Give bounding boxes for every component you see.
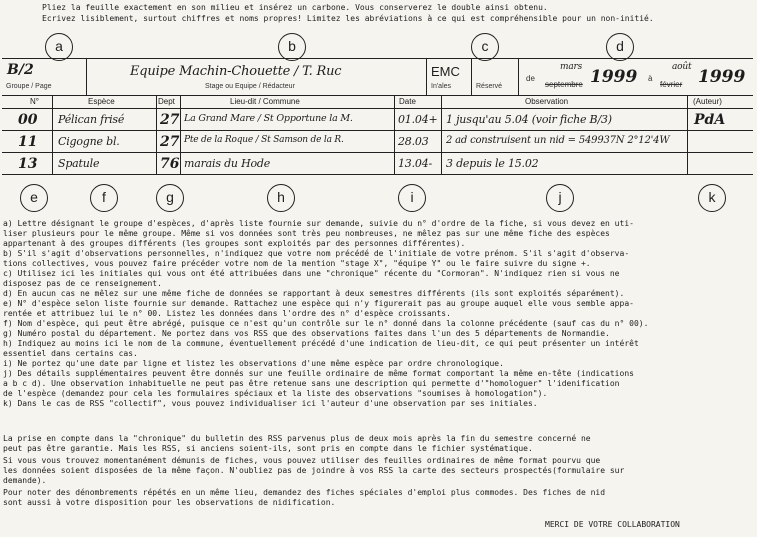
team-value: Equipe Machin-Chouette / T. Ruc (130, 64, 342, 79)
start-month-struck: septembre (545, 80, 583, 89)
top-instruction-1: Pliez la feuille exactement en son milieu et insérez un carbone. Vous conserverez le double ainsi obtenu. (42, 3, 548, 12)
team-label: Stage ou Equipe / Rédacteur (205, 83, 295, 90)
row3-no: 13 (18, 156, 38, 172)
row-rule-2 (2, 152, 753, 153)
row1-no: 00 (18, 112, 38, 128)
instruction-line: i) Ne portez qu'une date par ligne et listez les observations d'une même espèce par ordre chronologique. (3, 359, 504, 368)
row3-date: 13.04- (398, 157, 433, 170)
header-divider-1 (86, 58, 87, 95)
marker-a: a (45, 33, 73, 61)
row2-lieu: Pte de la Roque / St Samson de la R. (184, 135, 344, 145)
col-rule-6 (687, 95, 688, 174)
initials-value: EMC (431, 64, 460, 79)
instruction-line: j) Des détails supplémentaires peuvent être donnés sur une feuille ordinaire de même format comportant la même en-tête (indications (3, 369, 634, 378)
period-de: de (526, 74, 535, 83)
reserve-label: Réservé (476, 83, 503, 90)
header-divider-2 (426, 58, 427, 95)
col-rule-1 (52, 95, 53, 174)
paragraph-line: Pour noter des dénombrements répétés en un même lieu, demandez des fiches spéciales d'emploi plus commodes. Des fiches de nid (3, 488, 606, 497)
marker-i: i (398, 184, 426, 212)
start-year: 1999 (590, 67, 638, 87)
header-divider-3 (471, 58, 472, 95)
row1-espece: Pélican frisé (58, 113, 125, 126)
instruction-line: a) Lettre désignant le groupe d'espèces, d'après liste fournie sur demande, suivie du n° d'ordre de la fiche, si vous devez en uti- (3, 219, 634, 228)
header-divider-4 (518, 58, 519, 95)
marker-c: c (471, 33, 499, 61)
row3-espece: Spatule (58, 157, 100, 170)
marker-d: d (606, 33, 634, 61)
col-header-observation: Observation (525, 97, 569, 106)
row1-observation: 1 jusqu'au 5.04 (voir fiche B/3) (446, 113, 612, 126)
top-instruction-2: Ecrivez lisiblement, surtout chiffres et noms propres! Limitez les abréviations à ce qui est compréhensible pour un non-initié. (42, 14, 654, 23)
instruction-line: rentée et attribuez lui le n° 00. Listez les données dans l'ordre des n° d'espèce croissants. (3, 309, 451, 318)
marker-h: h (267, 184, 295, 212)
row-rule-3 (2, 174, 753, 175)
end-month-struck: février (660, 80, 683, 89)
end-year: 1999 (698, 67, 746, 87)
col-rule-4 (394, 95, 395, 174)
instruction-line: disposez pas de ce renseignement. (3, 279, 162, 288)
row1-date: 01.04+ (398, 113, 438, 126)
marker-k: k (698, 184, 726, 212)
marker-e: e (20, 184, 48, 212)
row2-observation: 2 ad construisent un nid = 549937N 2°12'4W (446, 135, 670, 146)
table-header-rule (2, 108, 753, 109)
closing-paragraphs (3, 434, 753, 508)
marker-f: f (90, 184, 118, 212)
instruction-line: liser plusieurs pour le même groupe. Même si vos données sont très peu nombreuses, ne mêlez pas sur une même fiche des espèces (3, 229, 610, 238)
instruction-line: c) Utilisez ici les initiales qui vous ont été attribuées dans une "chronique" récente du "Cormoran". N'indiquez rien si vous ne (3, 269, 620, 278)
initials-label: In'ales (431, 83, 452, 90)
row1-dept: 27 (160, 112, 180, 128)
end-month: août (672, 62, 692, 72)
instruction-line: g) Numéro postal du département. Ne portez dans vos RSS que des observations faites dans l'un des 5 départements de Normandie. (3, 329, 610, 338)
instruction-line: d) En aucun cas ne mêlez sur une même fiche de données se rapportant à deux semestres différents (ils sont exploités séparément). (3, 289, 625, 298)
marker-g: g (156, 184, 184, 212)
paragraph-line: La prise en compte dans la "chronique" du bulletin des RSS parvenus plus de deux mois après la fin du semestre concerné ne (3, 434, 591, 443)
row3-observation: 3 depuis le 15.02 (446, 157, 539, 170)
instruction-line: e) N° d'espèce selon liste fournie sur demande. Rattachez une espèce qui n'y figurerait pas au groupe auquel elle vous semble appa- (3, 299, 634, 308)
row2-dept: 27 (160, 134, 180, 150)
instruction-line: f) Nom d'espèce, qui peut être abrégé, puisque ce n'est qu'un contrôle sur le n° donné dans la colonne précédente (sauf cas du n° 00). (3, 319, 649, 328)
instruction-line: tions collectives, vous pouvez faire précéder votre nom de la mention "stage X", "équipe Y" ou le faire suivre du signe +. (3, 259, 591, 268)
row1-lieu: La Grand Mare / St Opportune la M. (184, 113, 353, 124)
col-header-lieu: Lieu-dit / Commune (230, 97, 300, 106)
paragraph-line: les données soient disposées de la même façon. N'oubliez pas de joindre à vos RSS la carte des secteurs prospectés(formulaire sur (3, 466, 625, 475)
instruction-line: appartenant à des groupes différents (les groupes sont exploités par des personnes différentes). (3, 239, 466, 248)
col-rule-5 (441, 95, 442, 174)
col-header-dept: Dept (158, 97, 175, 106)
instruction-line: de l'espèce (demandez pour cela les formulaires spéciaux et la liste des observations "soumises à homologation"). (3, 389, 548, 398)
col-header-date: Date (399, 97, 416, 106)
col-rule-2 (156, 95, 157, 174)
row2-espece: Cigogne bl. (58, 135, 120, 148)
group-label: Groupe / Page (6, 83, 52, 90)
paragraph-line: demande). (3, 476, 47, 485)
col-rule-3 (180, 95, 181, 174)
footer-thanks: MERCI DE VOTRE COLLABORATION (545, 520, 680, 529)
instruction-line: k) Dans le cas de RSS "collectif", vous pouvez individualiser ici l'auteur d'une observation par ses initiales. (3, 399, 538, 408)
paragraph-line: Si vous vous trouvez momentanément démunis de fiches, vous pouvez utiliser des feuilles ordinaires de même format pourvu que (3, 456, 601, 465)
instruction-line: a b c d). Une observation inhabituelle ne peut pas être retenue sans une description qui permette d'"homologuer" l'idenification (3, 379, 620, 388)
header-top-rule (2, 58, 753, 59)
start-month: mars (560, 62, 583, 72)
paragraph-line: peut pas être garantie. Mais les RSS, si anciens soient-ils, sont pris en compte dans le fichier systématique. (3, 444, 533, 453)
row2-no: 11 (18, 134, 38, 150)
row3-dept: 76 (160, 156, 180, 172)
group-value: B/2 (7, 62, 34, 78)
marker-b: b (278, 33, 306, 61)
instruction-line: b) S'il s'agit d'observations personnelles, n'indiquez que votre nom précédé de l'initiale de votre prénom. S'il s'agit d'observa- (3, 249, 630, 258)
header-bottom-rule (2, 95, 753, 96)
col-header-no: N° (30, 97, 39, 106)
paragraph-line: sont aussi à votre disposition pour les observations de nidification. (3, 498, 336, 507)
row1-auteur: PdA (694, 112, 726, 128)
row3-lieu: marais du Hode (184, 157, 271, 170)
marker-j: j (546, 184, 574, 212)
col-header-espece: Espèce (88, 97, 115, 106)
row2-date: 28.03 (398, 135, 429, 148)
instruction-line: essentiel dans certains cas. (3, 349, 138, 358)
col-header-auteur: (Auteur) (693, 97, 722, 106)
instruction-line: h) Indiquez au moins ici le nom de la commune, éventuellement précédé d'une indication de lieu-dit, ce qui peut présenter un intérêt (3, 339, 639, 348)
row-rule-1 (2, 130, 753, 131)
period-a: à (648, 74, 653, 83)
instructions-list (3, 219, 753, 409)
